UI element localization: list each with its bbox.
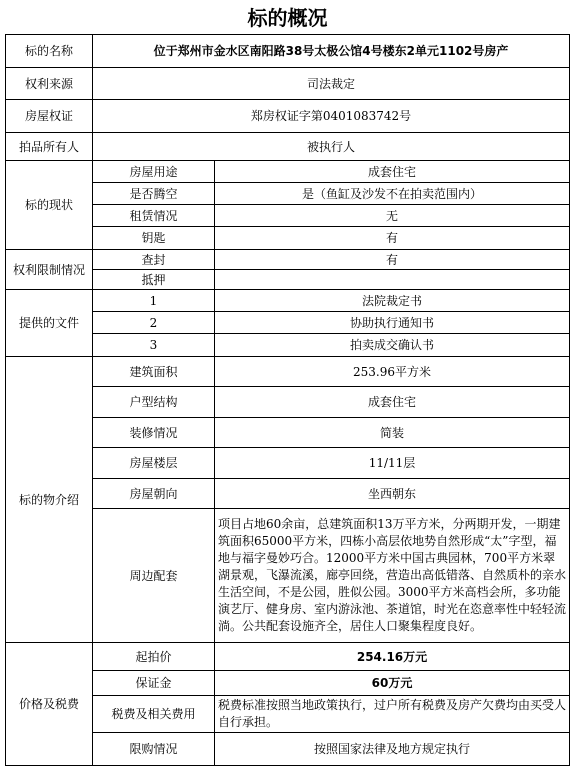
restriction-label: 抵押 [93,270,215,290]
row-label-source: 权利来源 [6,68,93,100]
starting-price: 254.16万元 [215,643,570,671]
table-row [6,643,570,671]
group-label-price: 价格及税费 [6,643,93,766]
property-name: 位于郑州市金水区南阳路38号太极公馆4号楼东2单元1102号房产 [93,35,570,68]
restriction-value: 有 [215,250,570,270]
group-label-intro: 标的物介绍 [6,357,93,643]
doc-index: 2 [93,312,215,334]
table-row [6,161,570,183]
row-label-cert: 房屋权证 [6,100,93,133]
group-label-status: 标的现状 [6,161,93,250]
purchase-restriction: 按照国家法律及地方规定执行 [215,733,570,766]
table-row [6,35,570,68]
status-label: 钥匙 [93,227,215,250]
intro-label: 周边配套 [93,509,215,643]
auction-info-table [5,34,570,766]
page-title: 标的概况 [247,6,328,30]
intro-label: 装修情况 [93,418,215,448]
doc-name: 法院裁定书 [215,290,570,312]
intro-value: 简装 [215,418,570,448]
doc-index: 3 [93,334,215,357]
table-row [6,68,570,100]
status-label: 房屋用途 [93,161,215,183]
row-label-name: 标的名称 [6,35,93,68]
restriction-value [215,270,570,290]
table-row [6,357,570,387]
intro-label: 户型结构 [93,387,215,418]
deposit: 60万元 [215,671,570,696]
intro-value: 253.96平方米 [215,357,570,387]
table-row [6,250,570,270]
doc-index: 1 [93,290,215,312]
intro-label: 房屋楼层 [93,448,215,479]
status-value: 成套住宅 [215,161,570,183]
price-label: 限购情况 [93,733,215,766]
price-label: 税费及相关费用 [93,696,215,733]
table-row [6,290,570,312]
doc-name: 协助执行通知书 [215,312,570,334]
status-value: 无 [215,205,570,227]
table-row [6,100,570,133]
rights-source: 司法裁定 [93,68,570,100]
intro-value: 成套住宅 [215,387,570,418]
status-value: 有 [215,227,570,250]
owner: 被执行人 [93,133,570,161]
price-label: 起拍价 [93,643,215,671]
status-label: 是否腾空 [93,183,215,205]
intro-value: 11/11层 [215,448,570,479]
surroundings-description: 项目占地60余亩，总建筑面积13万平方米，分两期开发，一期建筑面积65000平方米，四栋小高层依地势自然形成“太”字型，福地与福字曼妙巧合。12000平方米中国古典园林，700平方米翠湖景观，飞瀑流溪，廊亭回绕，营造出高低错落、自然质朴的亲水生活空间，不是公园，胜似公园。3000平方米高档会所，多功能演艺厅、健身房、室内游泳池、茶道馆，时光在恣意率性中轻轻流淌。公共配套设施齐全，居住人口聚集程度良好。 [215,509,570,643]
price-label: 保证金 [93,671,215,696]
doc-name: 拍卖成交确认书 [215,334,570,357]
group-label-restriction: 权利限制情况 [6,250,93,290]
restriction-label: 查封 [93,250,215,270]
group-label-docs: 提供的文件 [6,290,93,357]
intro-label: 建筑面积 [93,357,215,387]
row-label-owner: 拍品所有人 [6,133,93,161]
intro-label: 房屋朝向 [93,479,215,509]
status-value: 是（鱼缸及沙发不在拍卖范围内） [215,183,570,205]
tax-fees: 税费标准按照当地政策执行，过户所有税费及房产欠费均由买受人自行承担。 [215,696,570,733]
intro-value: 坐西朝东 [215,479,570,509]
table-row [6,133,570,161]
property-certificate: 郑房权证字第0401083742号 [93,100,570,133]
status-label: 租赁情况 [93,205,215,227]
